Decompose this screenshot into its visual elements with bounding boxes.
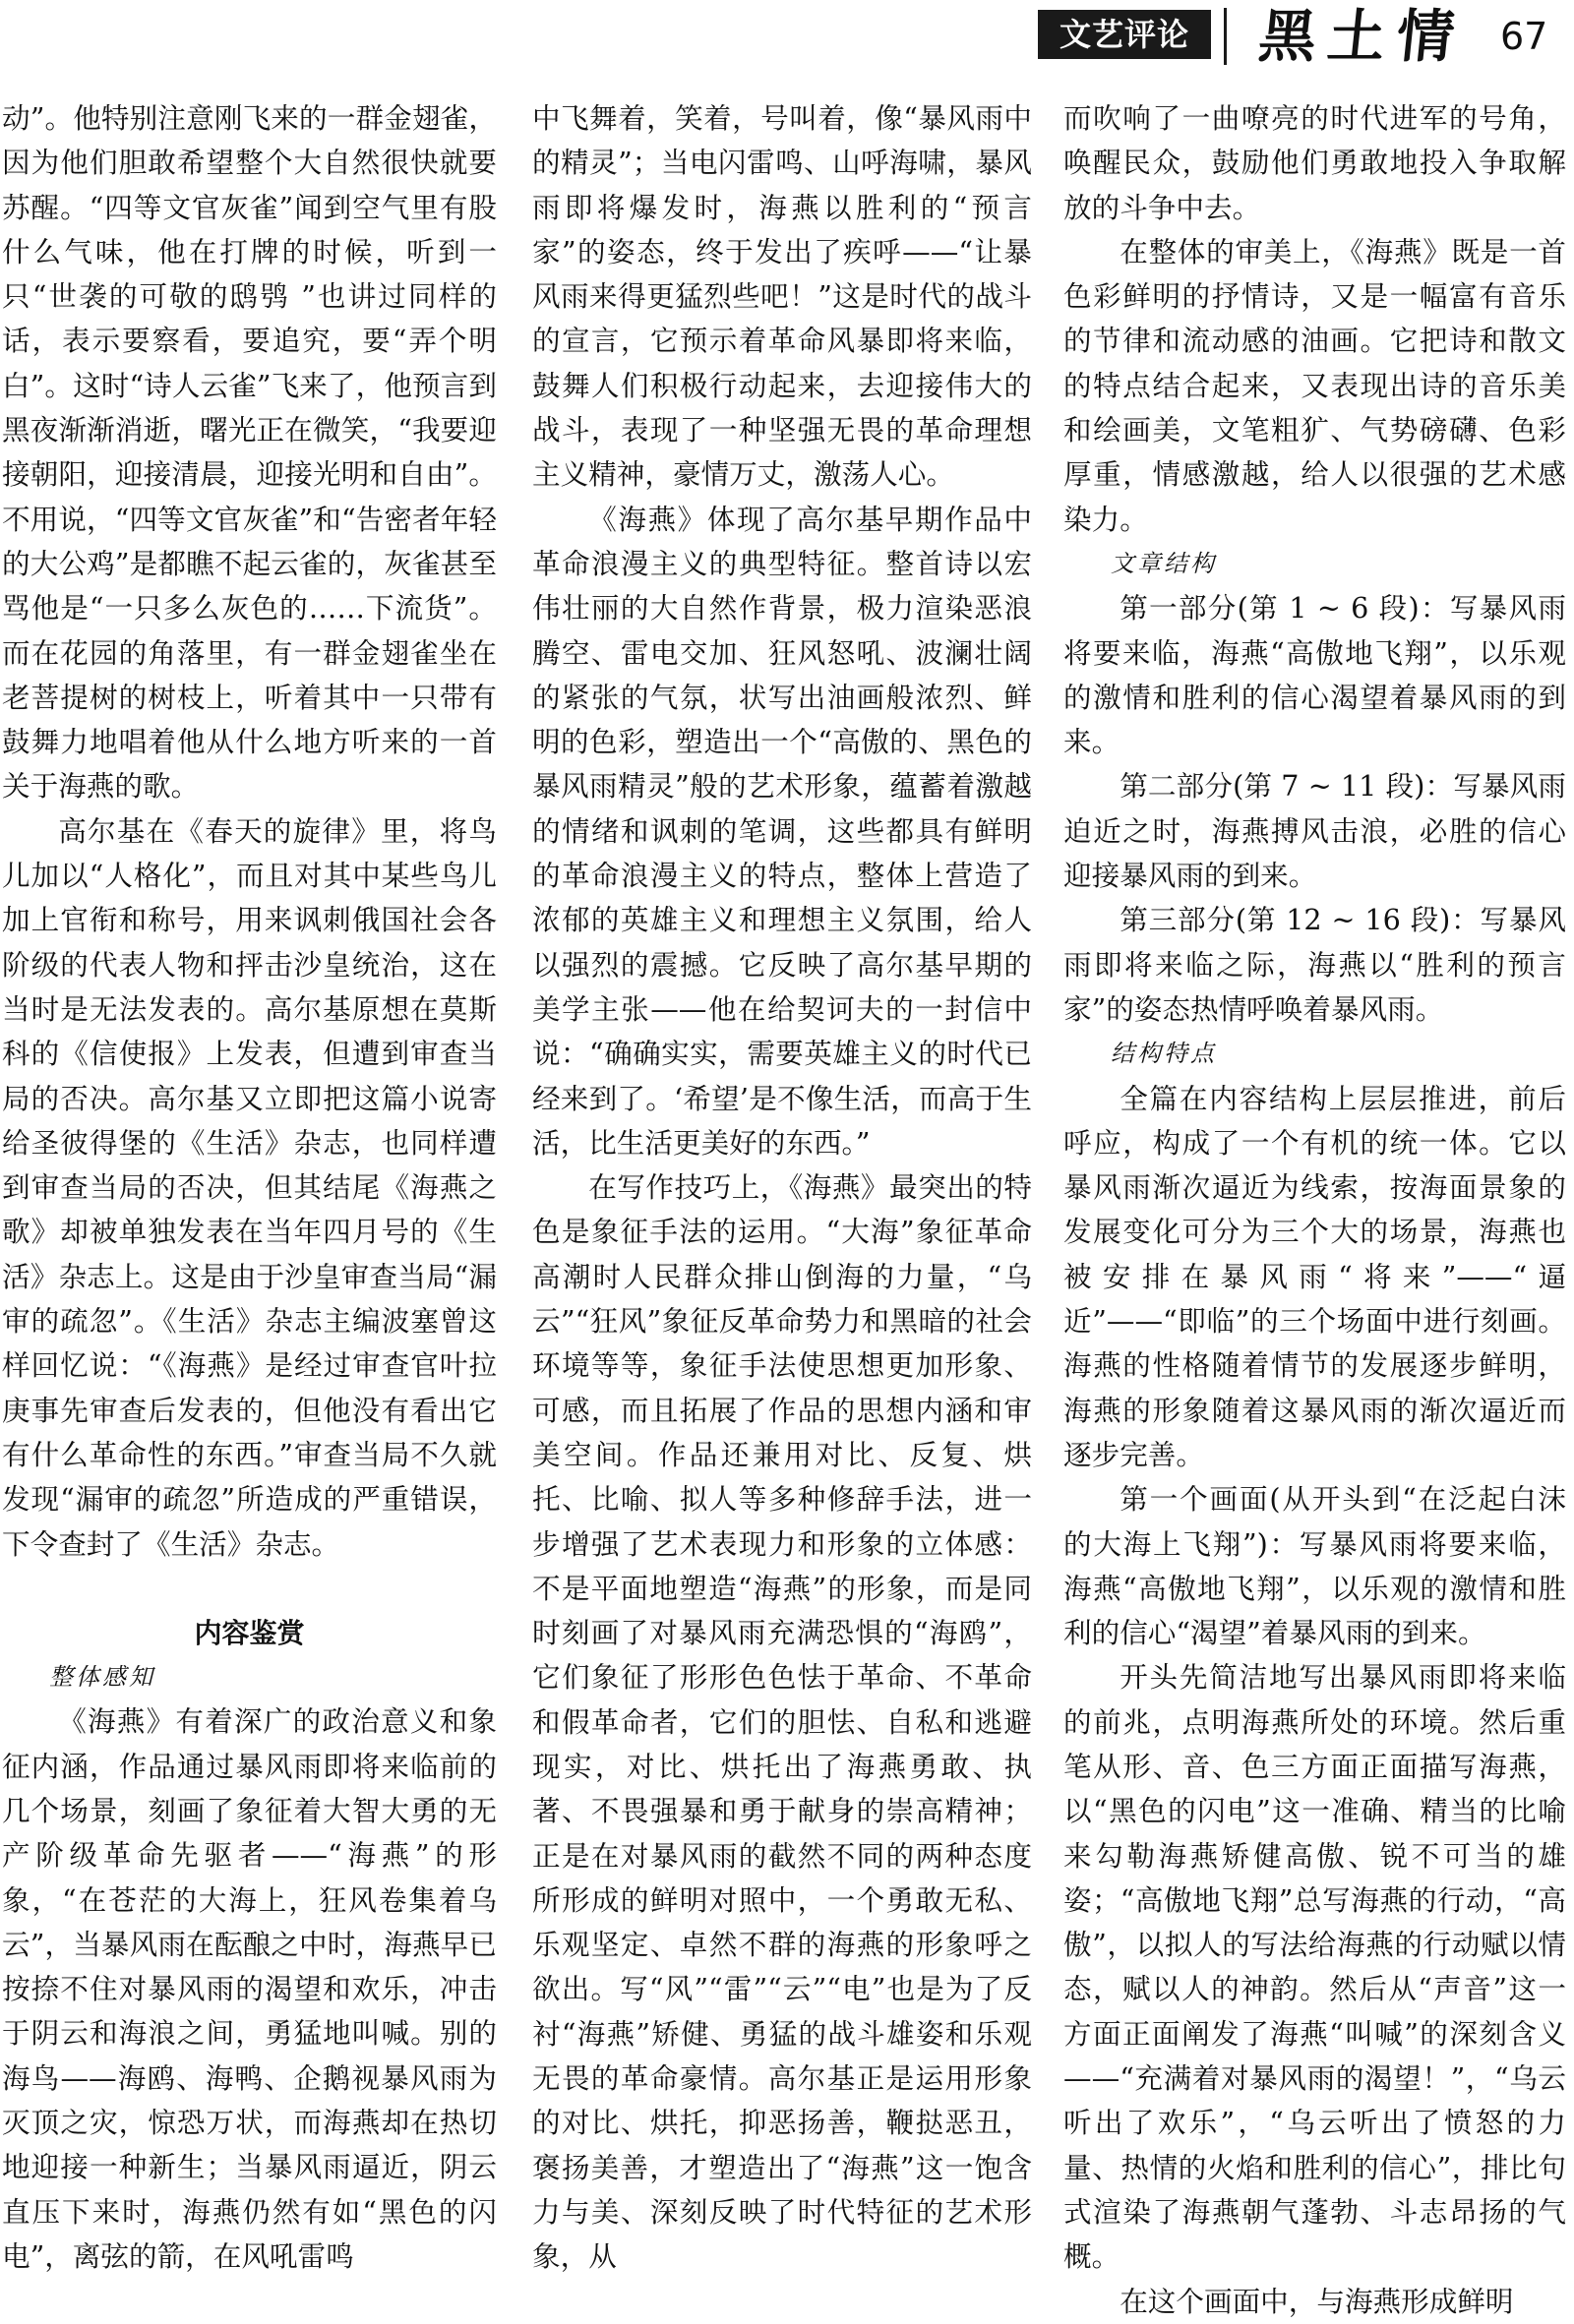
magazine-logo: 黑土情 bbox=[1255, 3, 1470, 70]
paragraph: 《海燕》体现了高尔基早期作品中革命浪漫主义的典型特征。整首诗以宏伟壮丽的大自然作背景，极力渲染恶浪腾空、雷电交加、狂风怒吼、波澜壮阔的紧张的气氛，状写出油画般浓烈、鲜明的色彩，塑造出一个“高傲的、黑色的暴风雨精灵”般的艺术形象，蕴蓄着激越的情绪和讽刺的笔调，这些都具有鲜明的革命浪漫主义的特点，整体上营造了浓郁的英雄主义和理想主义氛围，给人以强烈的震撼。它反映了高尔基早期的美学主张——他在给契诃夫的一封信中说：“确确实实，需要英雄主义的时代已经来到了。‘希望’是不像生活，而高于生活，比生活更美好的东西。” bbox=[532, 502, 1032, 1160]
page-header bbox=[0, 0, 1574, 77]
paragraph: 第一个画面(从开头到“在泛起白沫的大海上飞翔”)：写暴风雨将要来临，海燕“高傲地飞翔”，以乐观的激情和胜利的信心“渴望”着暴风雨的到来。 bbox=[1063, 1482, 1566, 1650]
paragraph: 在写作技巧上，《海燕》最突出的特色是象征手法的运用。“大海”象征革命高潮时人民群众排山倒海的力量，“乌云”“狂风”象征反革命势力和黑暗的社会环境等等，象征手法使思想更加形象、可感，而且拓展了作品的思想内涵和审美空间。作品还兼用对比、反复、烘托、比喻、拟人等多种修辞手法，进一步增强了艺术表现力和形象的立体感：不是平面地塑造“海燕”的形象，而是同时刻画了对暴风雨充满恐惧的“海鸥”，它们象征了形形色色怯于革命、不革命和假革命者，它们的胆怯、自私和逃避现实，对比、烘托出了海燕勇敢、执著、不畏强暴和勇于献身的崇高精神；正是在对暴风雨的截然不同的两种态度所形成的鲜明对照中，一个勇敢无私、乐观坚定、卓然不群的海燕的形象呼之欲出。写“风”“雷”“云”“电”也是为了反衬“海燕”矫健、勇猛的战斗雄姿和乐观无畏的革命豪情。高尔基正是运用形象的对比、烘托，抑恶扬善，鞭挞恶丑，褒扬美善，才塑造出了“海燕”这一饱含力与美、深刻反映了时代特征的艺术形象，从 bbox=[532, 1170, 1032, 2274]
paragraph: 开头先简洁地写出暴风雨即将来临的前兆，点明海燕所处的环境。然后重笔从形、音、色三方面正面描写海燕，以“黑色的闪电”这一准确、精当的比喻来勾勒海燕矫健高傲、锐不可当的雄姿；“高傲地飞翔”总写海燕的行动，“高傲”，以拟人的写法给海燕的行动赋以情态，赋以人的神韵。然后从“声音”这一方面正面阐发了海燕“叫喊”的深刻含义——“充满着对暴风雨的渴望！”，“乌云听出了欢乐”，“乌云听出了愤怒的力量、热情的火焰和胜利的信心”，排比句式渲染了海燕朝气蓬勃、斗志昂扬的气概。 bbox=[1063, 1660, 1566, 2274]
paragraph: 第二部分(第 7 ~ 11 段)：写暴风雨迫近之时，海燕搏风击浪，必胜的信心迎接暴风雨的到来。 bbox=[1063, 769, 1566, 893]
paragraph: 中飞舞着，笑着，号叫着，像“暴风雨中的精灵”；当电闪雷鸣、山呼海啸，暴风雨即将爆发时，海燕以胜利的“预言家”的姿态，终于发出了疾呼——“让暴风雨来得更猛烈些吧！”这是时代的战斗的宣言，它预示着革命风暴即将来临，鼓舞人们积极行动起来，去迎接伟大的战斗，表现了一种坚强无畏的革命理想主义精神，豪情万丈，激荡人心。 bbox=[532, 101, 1032, 492]
section-heading: 内容鉴赏 bbox=[194, 1616, 305, 1649]
paragraph: 在这个画面中，与海燕形成鲜明 bbox=[1120, 2284, 1514, 2318]
paragraph: 《海燕》有着深广的政治意义和象征内涵，作品通过暴风雨即将来临前的几个场景，刻画了象征着大智大勇的无产阶级革命先驱者——“海燕”的形象，“在苍茫的大海上，狂风卷集着乌云”，当暴风雨在酝酿之中时，海燕早已按捺不住对暴风雨的渴望和欢乐，冲击于阴云和海浪之间，勇猛地叫喊。别的海鸟——海鸥、海鸭、企鹅视暴风雨为灭顶之灾，惊恐万状，而海燕却在热切地迎接一种新生；当暴风雨逼近，阴云直压下来时，海燕仍然有如“黑色的闪电”，离弦的箭，在风吼雷鸣 bbox=[2, 1704, 497, 2273]
subsection-heading: 文章结构 bbox=[1111, 549, 1217, 577]
paragraph: 动”。他特别注意刚飞来的一群金翅雀，因为他们胆敢希望整个大自然很快就要苏醒。“四等文官灰雀”闻到空气里有股什么气味，他在打牌的时候，听到一只“世袭的可敬的鸱鸮 ”也讲过同样的话，表示要察看，要追究，要“弄个明白”。这时“诗人云雀”飞来了，他预言到黑夜渐渐消逝，曙光正在微笑，“我要迎接朝阳，迎接清晨，迎接光明和自由”。不用说，“四等文官灰雀”和“告密者年轻的大公鸡”是都瞧不起云雀的，灰雀甚至骂他是“一只多么灰色的……下流货”。而在花园的角落里，有一群金翅雀坐在老菩提树的树枝上，听着其中一只带有鼓舞力地唱着他从什么地方听来的一首关于海燕的歌。 bbox=[2, 101, 497, 804]
paragraph: 在整体的审美上，《海燕》既是一首色彩鲜明的抒情诗，又是一幅富有音乐的节律和流动感的油画。它把诗和散文的特点结合起来，又表现出诗的音乐美和绘画美，文笔粗犷、气势磅礴、色彩厚重，情感激越，给人以很强的艺术感染力。 bbox=[1063, 234, 1566, 536]
column-middle bbox=[532, 96, 1032, 2274]
column-right bbox=[1063, 96, 1566, 2318]
subsection-heading: 整体感知 bbox=[49, 1663, 155, 1692]
paragraph: 第三部分(第 12 ~ 16 段)：写暴风雨即将来临之际，海燕以“胜利的预言家”的姿态热情呼唤着暴风雨。 bbox=[1063, 903, 1566, 1026]
paragraph: 全篇在内容结构上层层推进，前后呼应，构成了一个有机的统一体。它以暴风雨渐次逼近为线索，按海面景象的发展变化可分为三个大的场景，海燕也被安排在暴风雨“将来”——“逼近”——“即临”的三个场面中进行刻画。海燕的性格随着情节的发展逐步鲜明，海燕的形象随着这暴风雨的渐次逼近而逐步完善。 bbox=[1063, 1081, 1566, 1471]
section-tag: 文艺评论 bbox=[1038, 10, 1211, 59]
paragraph: 而吹响了一曲嘹亮的时代进军的号角，唤醒民众，鼓励他们勇敢地投入争取解放的斗争中去。 bbox=[1063, 101, 1566, 224]
header-divider bbox=[1224, 8, 1227, 65]
paragraph: 高尔基在《春天的旋律》里，将鸟儿加以“人格化”，而且对其中某些鸟儿加上官衔和称号，用来讽刺俄国社会各阶级的代表人物和抨击沙皇统治，这在当时是无法发表的。高尔基原想在莫斯科的《信使报》上发表，但遭到审查当局的否决。高尔基又立即把这篇小说寄给圣彼得堡的《生活》杂志，也同样遭到审查当局的否决，但其结尾《海燕之歌》却被单独发表在当年四月号的《生活》杂志上。这是由于沙皇审查当局“漏审的疏忽”。《生活》杂志主编波塞曾这样回忆说：“《海燕》是经过审查官叶拉庚事先审查后发表的，但他没有看出它有什么革命性的东西。”审查当局不久就发现“漏审的疏忽”所造成的严重错误，下令查封了《生活》杂志。 bbox=[2, 813, 497, 1561]
subsection-heading: 结构特点 bbox=[1111, 1040, 1217, 1068]
paragraph: 第一部分(第 1 ~ 6 段)：写暴风雨将要来临，海燕“高傲地飞翔”，以乐观的激情和胜利的信心渴望着暴风雨的到来。 bbox=[1063, 591, 1566, 759]
page-number: 67 bbox=[1500, 15, 1548, 58]
section-gap bbox=[2, 1567, 497, 1611]
column-left bbox=[2, 96, 497, 2273]
